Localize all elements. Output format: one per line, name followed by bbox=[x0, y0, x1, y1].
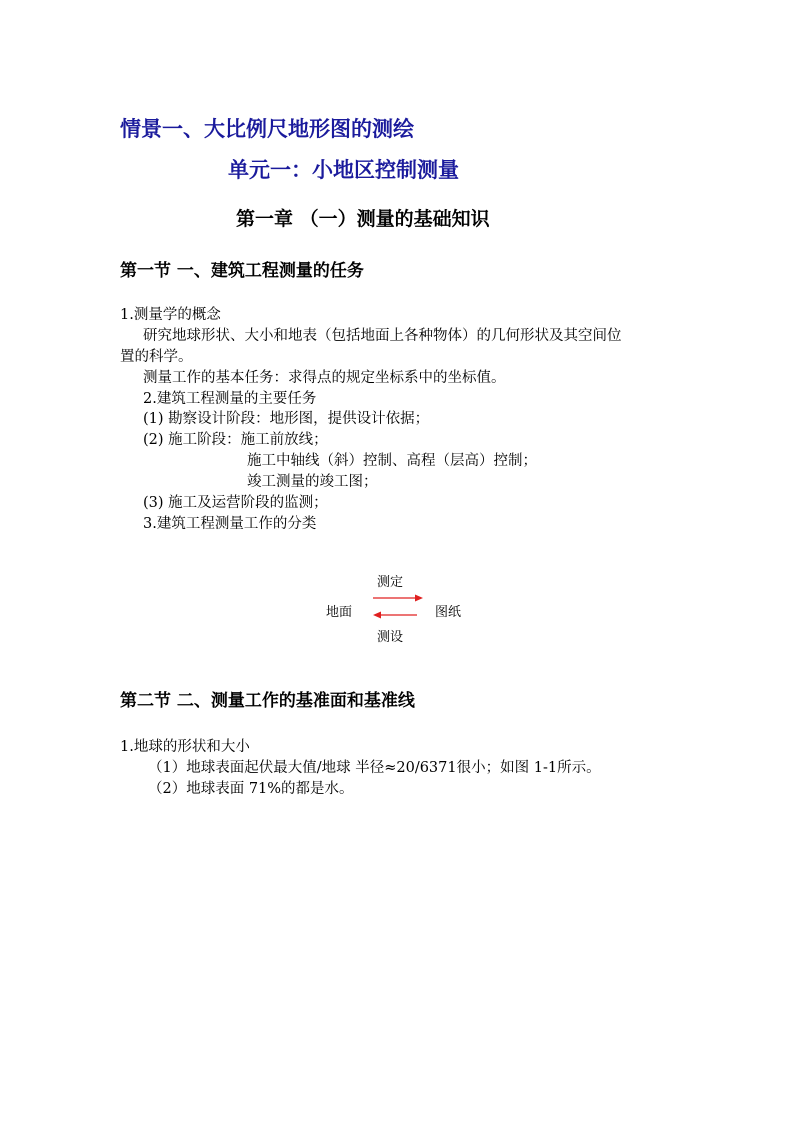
para-line: (1) 勘察设计阶段：地形图，提供设计依据； bbox=[143, 411, 430, 427]
diagram-right-label: 图纸 bbox=[435, 605, 462, 620]
para-line: 测量工作的基本任务：求得点的规定坐标系中的坐标值。 bbox=[143, 370, 506, 386]
unit-title: 单元一：小地区控制测量 bbox=[228, 158, 459, 182]
para-line: （2）地球表面 71%的都是水。 bbox=[148, 781, 354, 797]
diagram-bottom-label: 测设 bbox=[377, 630, 404, 645]
diagram-top-label: 测定 bbox=[377, 575, 404, 590]
para-line: 1.测量学的概念 bbox=[120, 307, 221, 323]
para-line: 2.建筑工程测量的主要任务 bbox=[143, 391, 317, 407]
para-line: 置的科学。 bbox=[120, 349, 193, 365]
para-line: （1）地球表面起伏最大值/地球 半径≈20/6371很小；如图 1-1所示。 bbox=[148, 760, 601, 776]
diagram-arrows bbox=[370, 590, 428, 624]
document-title: 情景一、大比例尺地形图的测绘 bbox=[120, 117, 414, 141]
section-heading-2: 第二节 二、测量工作的基准面和基准线 bbox=[120, 691, 415, 711]
para-line: 竣工测量的竣工图； bbox=[247, 474, 378, 490]
para-line: (2) 施工阶段：施工前放线； bbox=[143, 432, 328, 448]
para-line: 3.建筑工程测量工作的分类 bbox=[143, 516, 317, 532]
para-line: 研究地球形状、大小和地表（包括地面上各种物体）的几何形状及其空间位 bbox=[143, 328, 622, 344]
arrow-right-icon bbox=[373, 595, 423, 602]
section-heading-1: 第一节 一、建筑工程测量的任务 bbox=[120, 261, 364, 281]
para-line: 1.地球的形状和大小 bbox=[120, 739, 250, 755]
para-line: (3) 施工及运营阶段的监测； bbox=[143, 495, 328, 511]
arrow-left-icon bbox=[373, 612, 417, 619]
para-line: 施工中轴线（斜）控制、高程（层高）控制； bbox=[247, 453, 537, 469]
diagram-left-label: 地面 bbox=[326, 605, 353, 620]
chapter-title: 第一章 （一）测量的基础知识 bbox=[236, 208, 490, 230]
